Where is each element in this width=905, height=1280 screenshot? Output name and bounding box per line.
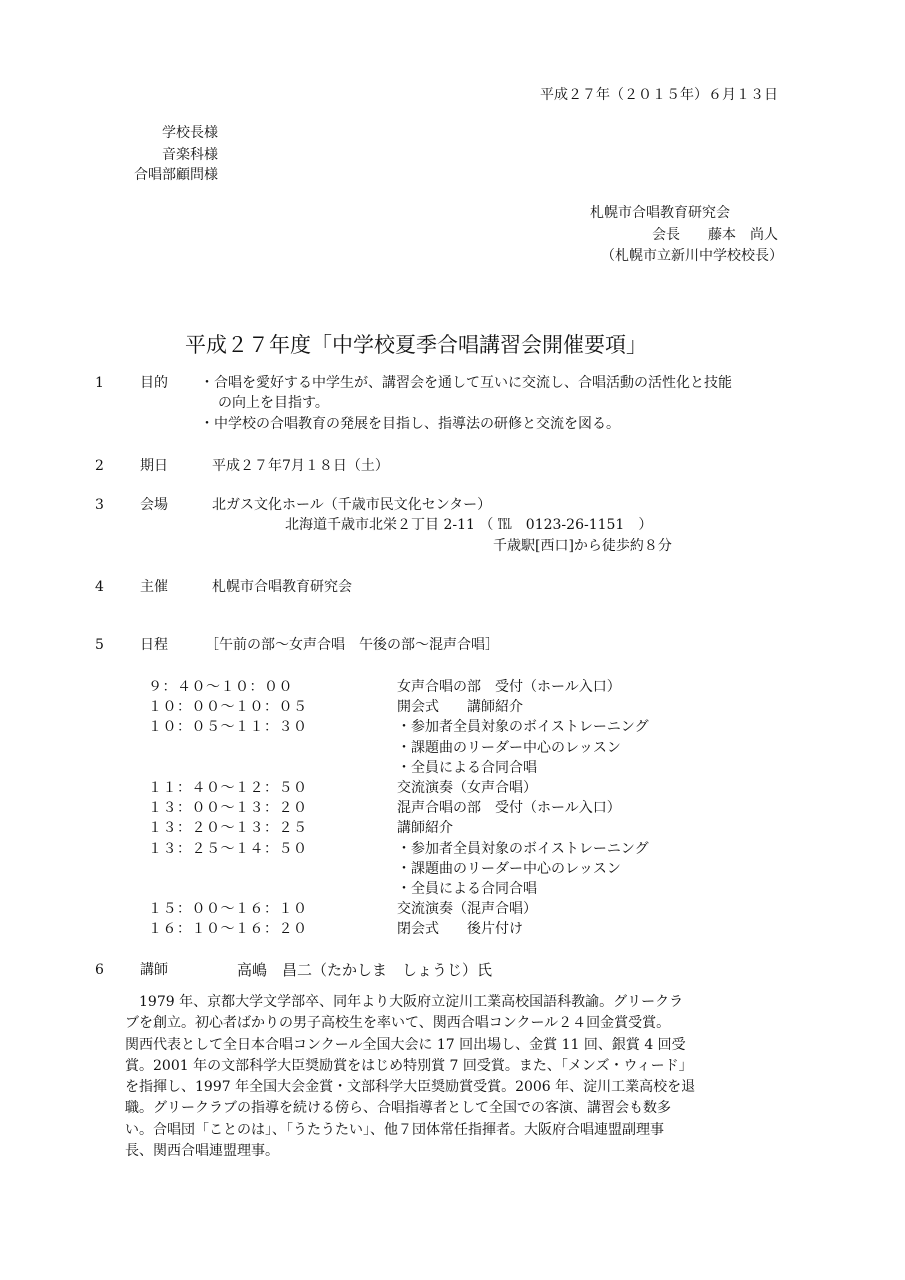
section-label-host: 主催 xyxy=(140,579,168,595)
schedule-time: １０：０５～１１：３０ xyxy=(148,719,308,736)
sender-chair: 会長 藤本 尚人 xyxy=(652,227,778,243)
host-org: 札幌市合唱教育研究会 xyxy=(212,579,352,595)
schedule-activity: 交流演奏（女声合唱） xyxy=(397,779,537,796)
venue-name: 北ガス文化ホール（千歳市民文化センター） xyxy=(212,497,492,513)
bio-line: 関西代表として全日本合唱コンクール全国大会に 17 回出場し、金賞 11 回、銀賞 4 回受 xyxy=(125,1036,686,1053)
schedule-activity: ・課題曲のリーダー中心のレッスン xyxy=(397,860,621,877)
purpose-line: ・中学校の合唱教育の発展を目指し、指導法の研修と交流を図る。 xyxy=(200,416,620,432)
schedule-activity: 講師紹介 xyxy=(397,820,453,837)
schedule-activity: ・全員による合同合唱 xyxy=(397,759,537,776)
schedule-activity: ・全員による合同合唱 xyxy=(397,880,537,897)
bio-line: 長、関西合唱連盟理事。 xyxy=(125,1143,279,1160)
section-label-instructor: 講師 xyxy=(140,962,168,978)
section-number: 6 xyxy=(95,962,104,978)
schedule-time: １３：２５～１４：５０ xyxy=(148,840,308,857)
section-label-venue: 会場 xyxy=(140,497,168,513)
schedule-activity: ・課題曲のリーダー中心のレッスン xyxy=(397,739,621,756)
venue-address: 北海道千歳市北栄２丁目 2-11 （ ℡ 0123-26-1151 ） xyxy=(285,517,653,533)
section-label-date: 期日 xyxy=(140,458,168,474)
schedule-activity: 開会式 講師紹介 xyxy=(397,699,523,716)
purpose-line: ・合唱を愛好する中学生が、講習会を通して互いに交流し、合唱活動の活性化と技能 xyxy=(200,375,732,391)
schedule-activity: ・参加者全員対象のボイストレーニング xyxy=(397,840,649,857)
bio-line: を指揮し、1997 年全国大会金賞・文部科学大臣奨励賞受賞。2006 年、淀川工業高校を退 xyxy=(125,1079,696,1096)
event-date: 平成２７年7月１８日（土） xyxy=(212,458,389,474)
section-number: 1 xyxy=(95,375,104,391)
section-number: 2 xyxy=(95,458,104,474)
instructor-name: 高嶋 昌二（たかしま しょうじ）氏 xyxy=(237,961,493,979)
schedule-time: １３：００～１３：２０ xyxy=(148,800,308,817)
schedule-activity: 交流演奏（混声合唱） xyxy=(397,901,537,918)
schedule-time: ９：４０～１０：００ xyxy=(148,679,293,695)
schedule-time: １０：００～１０：０５ xyxy=(148,699,308,716)
schedule-time: １３：２０～１３：２５ xyxy=(148,820,308,837)
page-title: 平成２７年度「中学校夏季合唱講習会開催要項」 xyxy=(185,333,647,357)
section-number: 3 xyxy=(95,497,104,513)
addressee-principal: 学校長様 xyxy=(162,125,218,141)
bio-line: い。合唱団「ことのは」、「うたうたい」、他７団体常任指揮者。大阪府合唱連盟副理事 xyxy=(125,1121,664,1138)
section-number: 4 xyxy=(95,579,104,595)
schedule-time: １５：００～１６：１０ xyxy=(148,901,308,918)
sender-affiliation: （札幌市立新川中学校校長） xyxy=(601,248,783,264)
bio-line: 1979 年、京都大学文学部卒、同年より大阪府立淀川工業高校国語科教諭。グリークラ xyxy=(125,994,684,1010)
addressee-choir-advisor: 合唱部顧問様 xyxy=(134,167,218,183)
bio-line: 賞。2001 年の文部科学大臣奨励賞をはじめ特別賞 7 回受賞。また、「メンズ・ウィード」 xyxy=(125,1057,693,1074)
section-number: 5 xyxy=(95,637,104,653)
section-label-schedule: 日程 xyxy=(140,637,168,653)
bio-line: 職。グリークラブの指導を続ける傍ら、合唱指導者として全国での客演、講習会も数多 xyxy=(125,1100,671,1117)
purpose-line: の向上を目指す。 xyxy=(218,395,329,411)
schedule-activity: 閉会式 後片付け xyxy=(397,921,523,938)
sender-org: 札幌市合唱教育研究会 xyxy=(590,205,730,221)
schedule-time: １１：４０～１２：５０ xyxy=(148,779,308,796)
section-label-purpose: 目的 xyxy=(140,375,168,391)
venue-access: 千歳駅[西口]から徒歩約８分 xyxy=(493,538,672,554)
schedule-time: １６：１０～１６：２０ xyxy=(148,921,308,938)
bio-line: ブを創立。初心者ばかりの男子高校生を率いて、関西合唱コンクール２４回金賞受賞。 xyxy=(125,1015,671,1032)
addressee-music: 音楽科様 xyxy=(162,147,218,163)
schedule-activity: 混声合唱の部 受付（ホール入口） xyxy=(397,800,621,817)
document-date: 平成２７年（２０１５年）６月１３日 xyxy=(540,87,778,103)
schedule-activity: ・参加者全員対象のボイストレーニング xyxy=(397,719,649,736)
schedule-subtitle: ［午前の部～女声合唱 午後の部～混声合唱］ xyxy=(205,637,499,653)
instructor-bio xyxy=(125,993,785,1163)
schedule-activity: 女声合唱の部 受付（ホール入口） xyxy=(397,679,621,695)
